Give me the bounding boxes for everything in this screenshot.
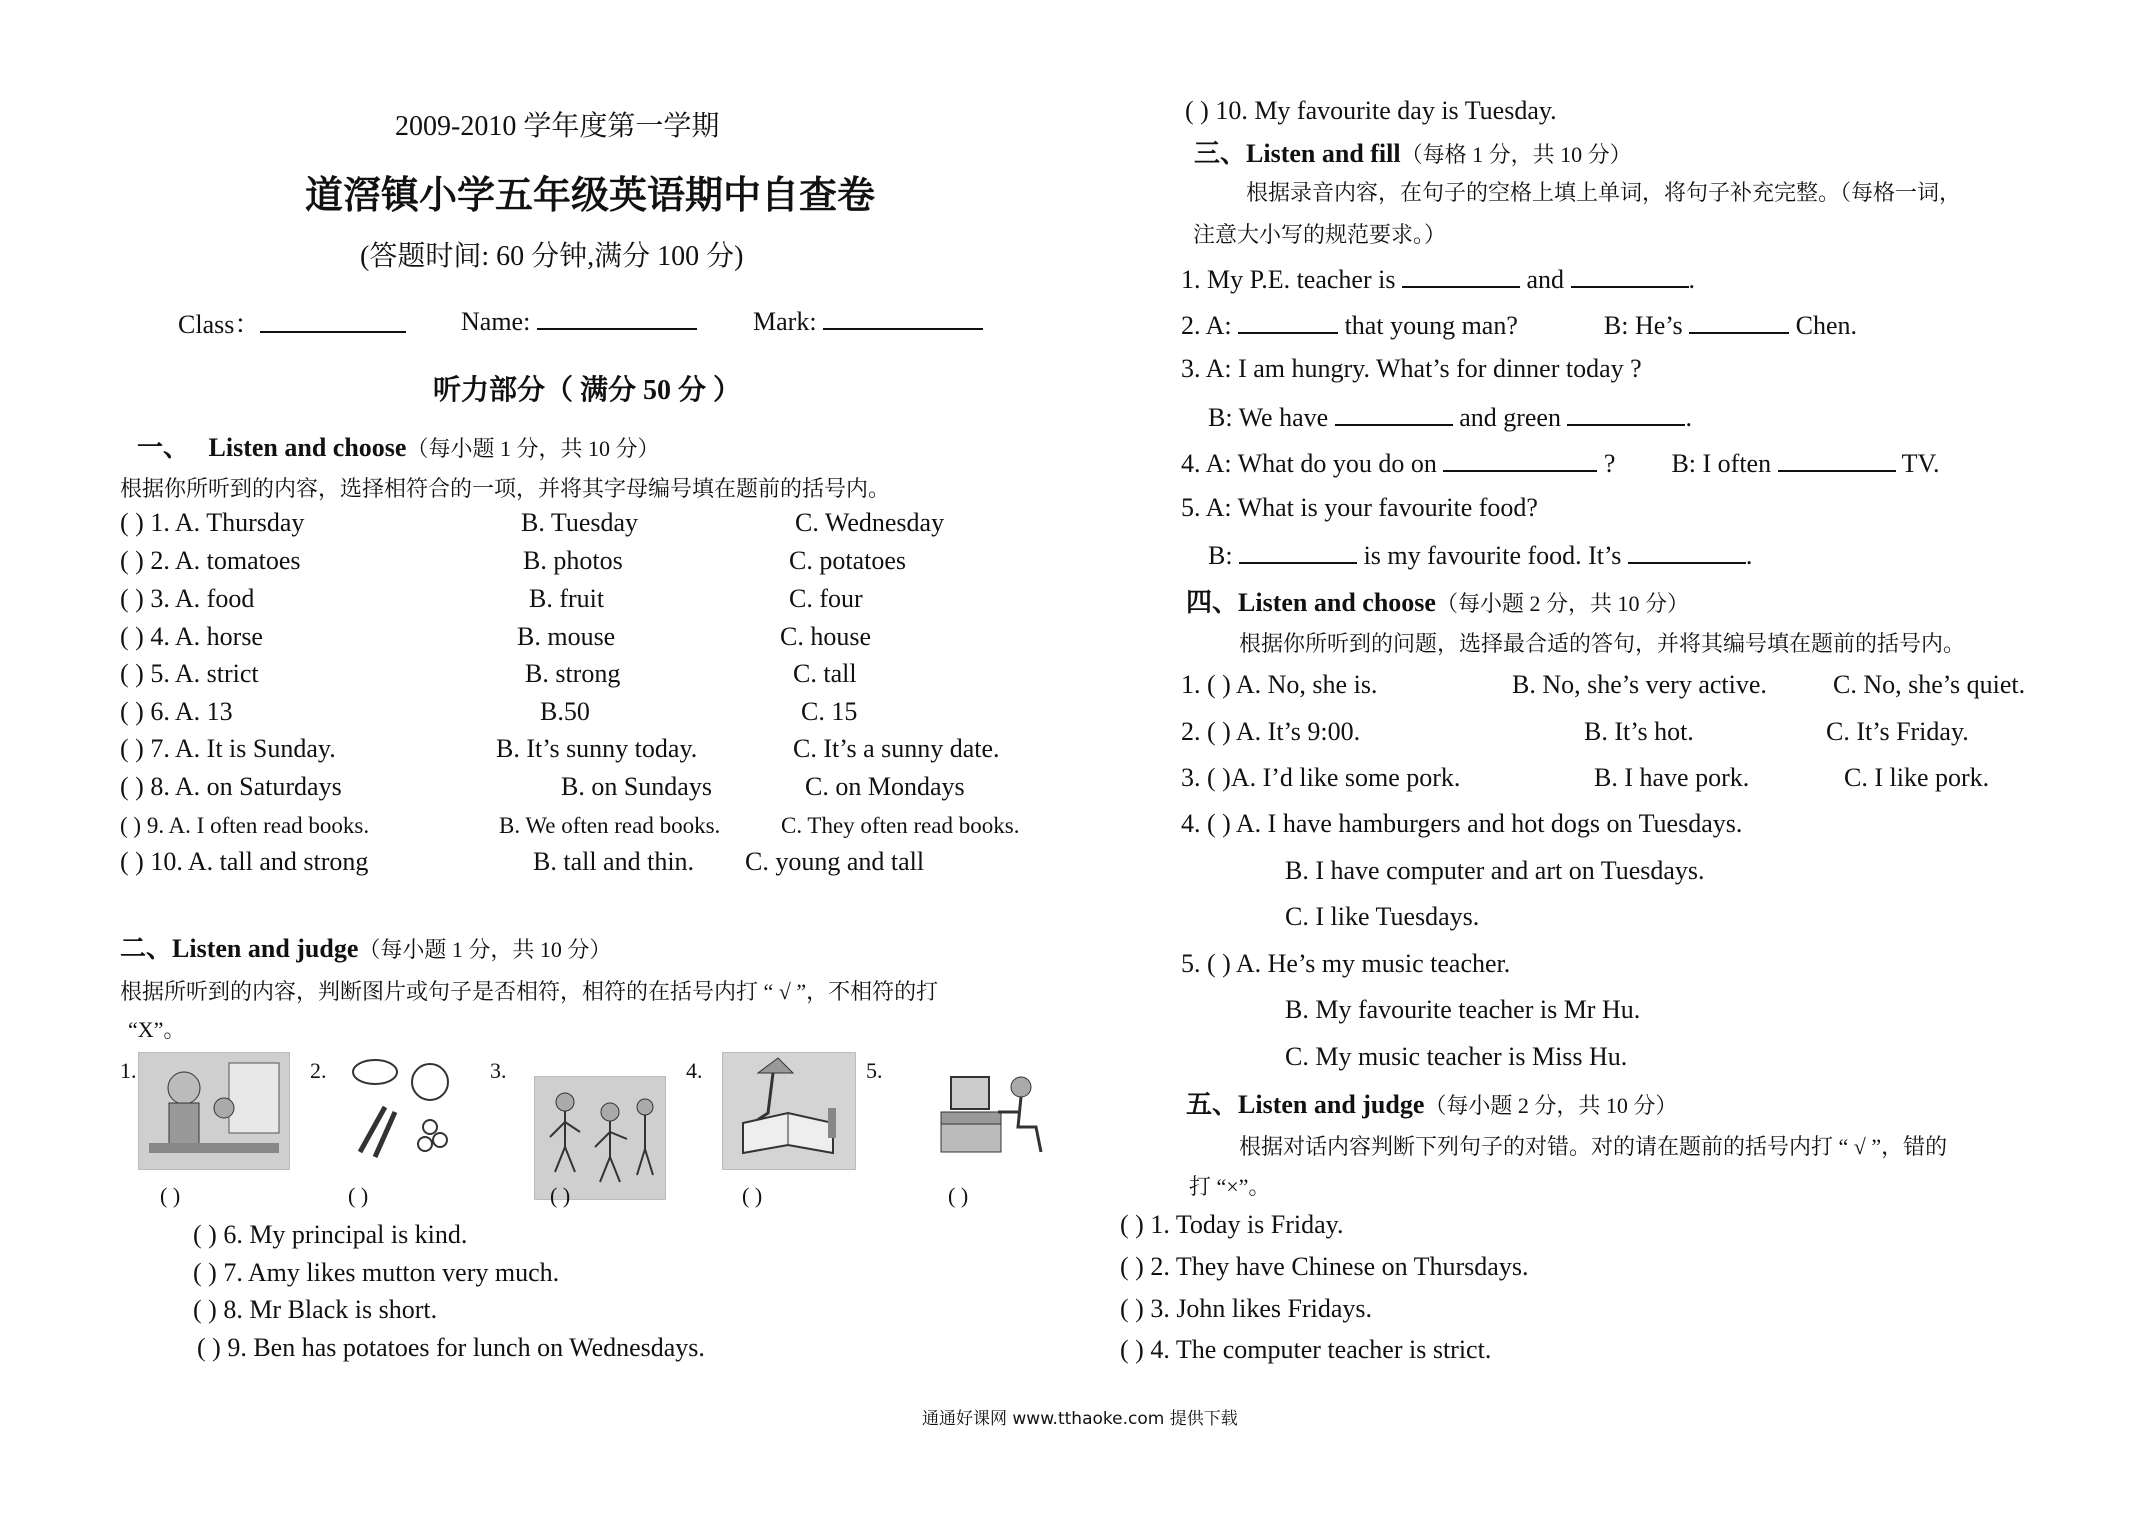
classroom-image (138, 1052, 290, 1170)
s3-line3: 3. A: I am hungry. What’s for dinner today ? (1181, 354, 1642, 383)
s1-q9-c: C. They often read books. (781, 813, 1020, 838)
s1-q4: ( ) 4. A. horse (120, 622, 263, 651)
children-playing-image (534, 1076, 666, 1200)
s1-q1-b: B. Tuesday (521, 508, 639, 537)
s1-q9: ( ) 9. A. I often read books. (120, 813, 370, 838)
s1-q6-c: C. 15 (801, 697, 858, 726)
s3-line5: 5. A: What is your favourite food? (1181, 493, 1538, 522)
pic-paren-2: ( ) (348, 1183, 369, 1208)
s1-q10-c: C. young and tall (745, 847, 925, 876)
s3-line5b: B: is my favourite food. It’s . (1208, 538, 1752, 571)
s4-instructions: 根据你所听到的问题，选择最合适的答句，并将其编号填在题前的括号内。 (1239, 631, 1966, 656)
s1-heading: 一、 Listen and choose（每小题 1 分，共 10 分） (137, 433, 660, 462)
mark-field: Mark: (753, 304, 983, 337)
s4-q1-c: C. No, she’s quiet. (1833, 670, 2026, 699)
s2-instructions: 根据所听到的内容，判断图片或句子是否相符，相符的在括号内打 “ √ ”，不相符的打 (120, 979, 939, 1004)
s2-q10: ( ) 10. My favourite day is Tuesday. (1185, 96, 1557, 125)
s1-q10: ( ) 10. A. tall and strong (120, 847, 369, 876)
pic-paren-1: ( ) (160, 1183, 181, 1208)
s4-q4: 4. ( ) A. I have hamburgers and hot dogs on Tuesdays. (1181, 809, 1743, 838)
s1-q6: ( ) 6. A. 13 (120, 697, 233, 726)
computer-user-image (936, 1062, 1051, 1158)
name-field: Name: (461, 304, 697, 337)
food-image (340, 1052, 460, 1168)
s1-q5-c: C. tall (793, 659, 857, 688)
s1-q7-c: C. It’s a sunny date. (793, 734, 1000, 763)
s1-q3-b: B. fruit (529, 584, 605, 613)
pic-paren-5: ( ) (948, 1183, 969, 1208)
footer-source: 通通好课网 www.tthaoke.com 提供下载 (922, 1409, 1238, 1429)
school-year: 2009-2010 学年度第一学期 (395, 111, 720, 142)
s1-q1: ( ) 1. A. Thursday (120, 508, 305, 537)
s1-q2: ( ) 2. A. tomatoes (120, 546, 301, 575)
s1-q5: ( ) 5. A. strict (120, 659, 259, 688)
s1-q7: ( ) 7. A. It is Sunday. (120, 734, 336, 763)
s1-q3-c: C. four (789, 584, 863, 613)
pic-num-2: 2. (310, 1058, 327, 1083)
s4-q3-b: B. I have pork. (1594, 763, 1750, 792)
s4-q2-b: B. It’s hot. (1584, 717, 1694, 746)
s2-heading: 二、Listen and judge（每小题 1 分，共 10 分） (120, 934, 612, 963)
s4-heading: 四、Listen and choose（每小题 2 分，共 10 分） (1186, 588, 1689, 617)
s1-q6-b: B.50 (540, 697, 590, 726)
s1-q8-b: B. on Sundays (561, 772, 712, 801)
desk-lamp-book-image (722, 1052, 856, 1170)
s3-line4: 4. A: What do you do on ? B: I often TV. (1181, 446, 1939, 479)
s3-heading: 三、Listen and fill（每格 1 分，共 10 分） (1194, 139, 1632, 168)
s5-instructions: 根据对话内容判断下列句子的对错。对的请在题前的括号内打 “ √ ”，错的 (1239, 1134, 1948, 1159)
s1-instructions: 根据你所听到的内容，选择相符合的一项，并将其字母编号填在题前的括号内。 (120, 476, 891, 501)
s1-q4-b: B. mouse (517, 622, 616, 651)
s4-q4-c: C. I like Tuesdays. (1285, 902, 1480, 931)
s2-q8: ( ) 8. Mr Black is short. (193, 1295, 438, 1324)
pic-num-1: 1. (120, 1058, 137, 1083)
exam-title: 道滘镇小学五年级英语期中自查卷 (305, 175, 876, 217)
s1-q7-b: B. It’s sunny today. (496, 734, 698, 763)
s4-q2: 2. ( ) A. It’s 9:00. (1181, 717, 1361, 746)
s5-q4: ( ) 4. The computer teacher is strict. (1120, 1335, 1492, 1364)
s4-q2-c: C. It’s Friday. (1826, 717, 1969, 746)
s1-q10-b: B. tall and thin. (533, 847, 695, 876)
s5-q2: ( ) 2. They have Chinese on Thursdays. (1120, 1252, 1529, 1281)
s4-q1-b: B. No, she’s very active. (1512, 670, 1767, 699)
s1-q2-b: B. photos (523, 546, 623, 575)
s1-q4-c: C. house (780, 622, 871, 651)
s3-line1: 1. My P.E. teacher is and . (1181, 262, 1695, 295)
s4-q1: 1. ( ) A. No, she is. (1181, 670, 1378, 699)
s5-q1: ( ) 1. Today is Friday. (1120, 1210, 1344, 1239)
s3-line3b: B: We have and green . (1208, 400, 1692, 433)
s5-heading: 五、Listen and judge（每小题 2 分，共 10 分） (1186, 1090, 1678, 1119)
s1-q1-c: C. Wednesday (795, 508, 945, 537)
s2-q7: ( ) 7. Amy likes mutton very much. (193, 1258, 560, 1287)
listening-heading: 听力部分（ 满分 50 分 ） (433, 375, 742, 406)
s1-q5-b: B. strong (525, 659, 621, 688)
pic-num-3: 3. (490, 1058, 507, 1083)
s1-q3: ( ) 3. A. food (120, 584, 255, 613)
class-field: Class： (178, 304, 406, 341)
s1-q2-c: C. potatoes (789, 546, 906, 575)
pic-num-4: 4. (686, 1058, 703, 1083)
s4-q3: 3. ( )A. I’d like some pork. (1181, 763, 1461, 792)
s3-instructions-2: 注意大小写的规范要求。） (1193, 222, 1447, 247)
s1-q8-c: C. on Mondays (805, 772, 965, 801)
exam-subtitle: (答题时间: 60 分钟,满分 100 分) (360, 241, 744, 272)
s5-q3: ( ) 3. John likes Fridays. (1120, 1294, 1373, 1323)
s1-q8: ( ) 8. A. on Saturdays (120, 772, 342, 801)
s4-q5-c: C. My music teacher is Miss Hu. (1285, 1042, 1628, 1071)
s4-q5-b: B. My favourite teacher is Mr Hu. (1285, 995, 1641, 1024)
s5-instructions-2: 打 “×”。 (1189, 1174, 1271, 1199)
s3-line2: 2. A: that young man? B: He’s Chen. (1181, 308, 1857, 341)
s2-q9: ( ) 9. Ben has potatoes for lunch on Wednesdays. (197, 1333, 705, 1362)
s2-q6: ( ) 6. My principal is kind. (193, 1220, 468, 1249)
s1-q9-b: B. We often read books. (499, 813, 721, 838)
s4-q3-c: C. I like pork. (1844, 763, 1990, 792)
pic-paren-3: ( ) (550, 1183, 571, 1208)
s2-instructions-2: “X”。 (128, 1017, 186, 1042)
s4-q5: 5. ( ) A. He’s my music teacher. (1181, 949, 1511, 978)
pic-paren-4: ( ) (742, 1183, 763, 1208)
s4-q4-b: B. I have computer and art on Tuesdays. (1285, 856, 1705, 885)
pic-num-5: 5. (866, 1058, 883, 1083)
s3-instructions: 根据录音内容，在句子的空格上填上单词，将句子补充完整。（每格一词， (1246, 180, 1962, 205)
